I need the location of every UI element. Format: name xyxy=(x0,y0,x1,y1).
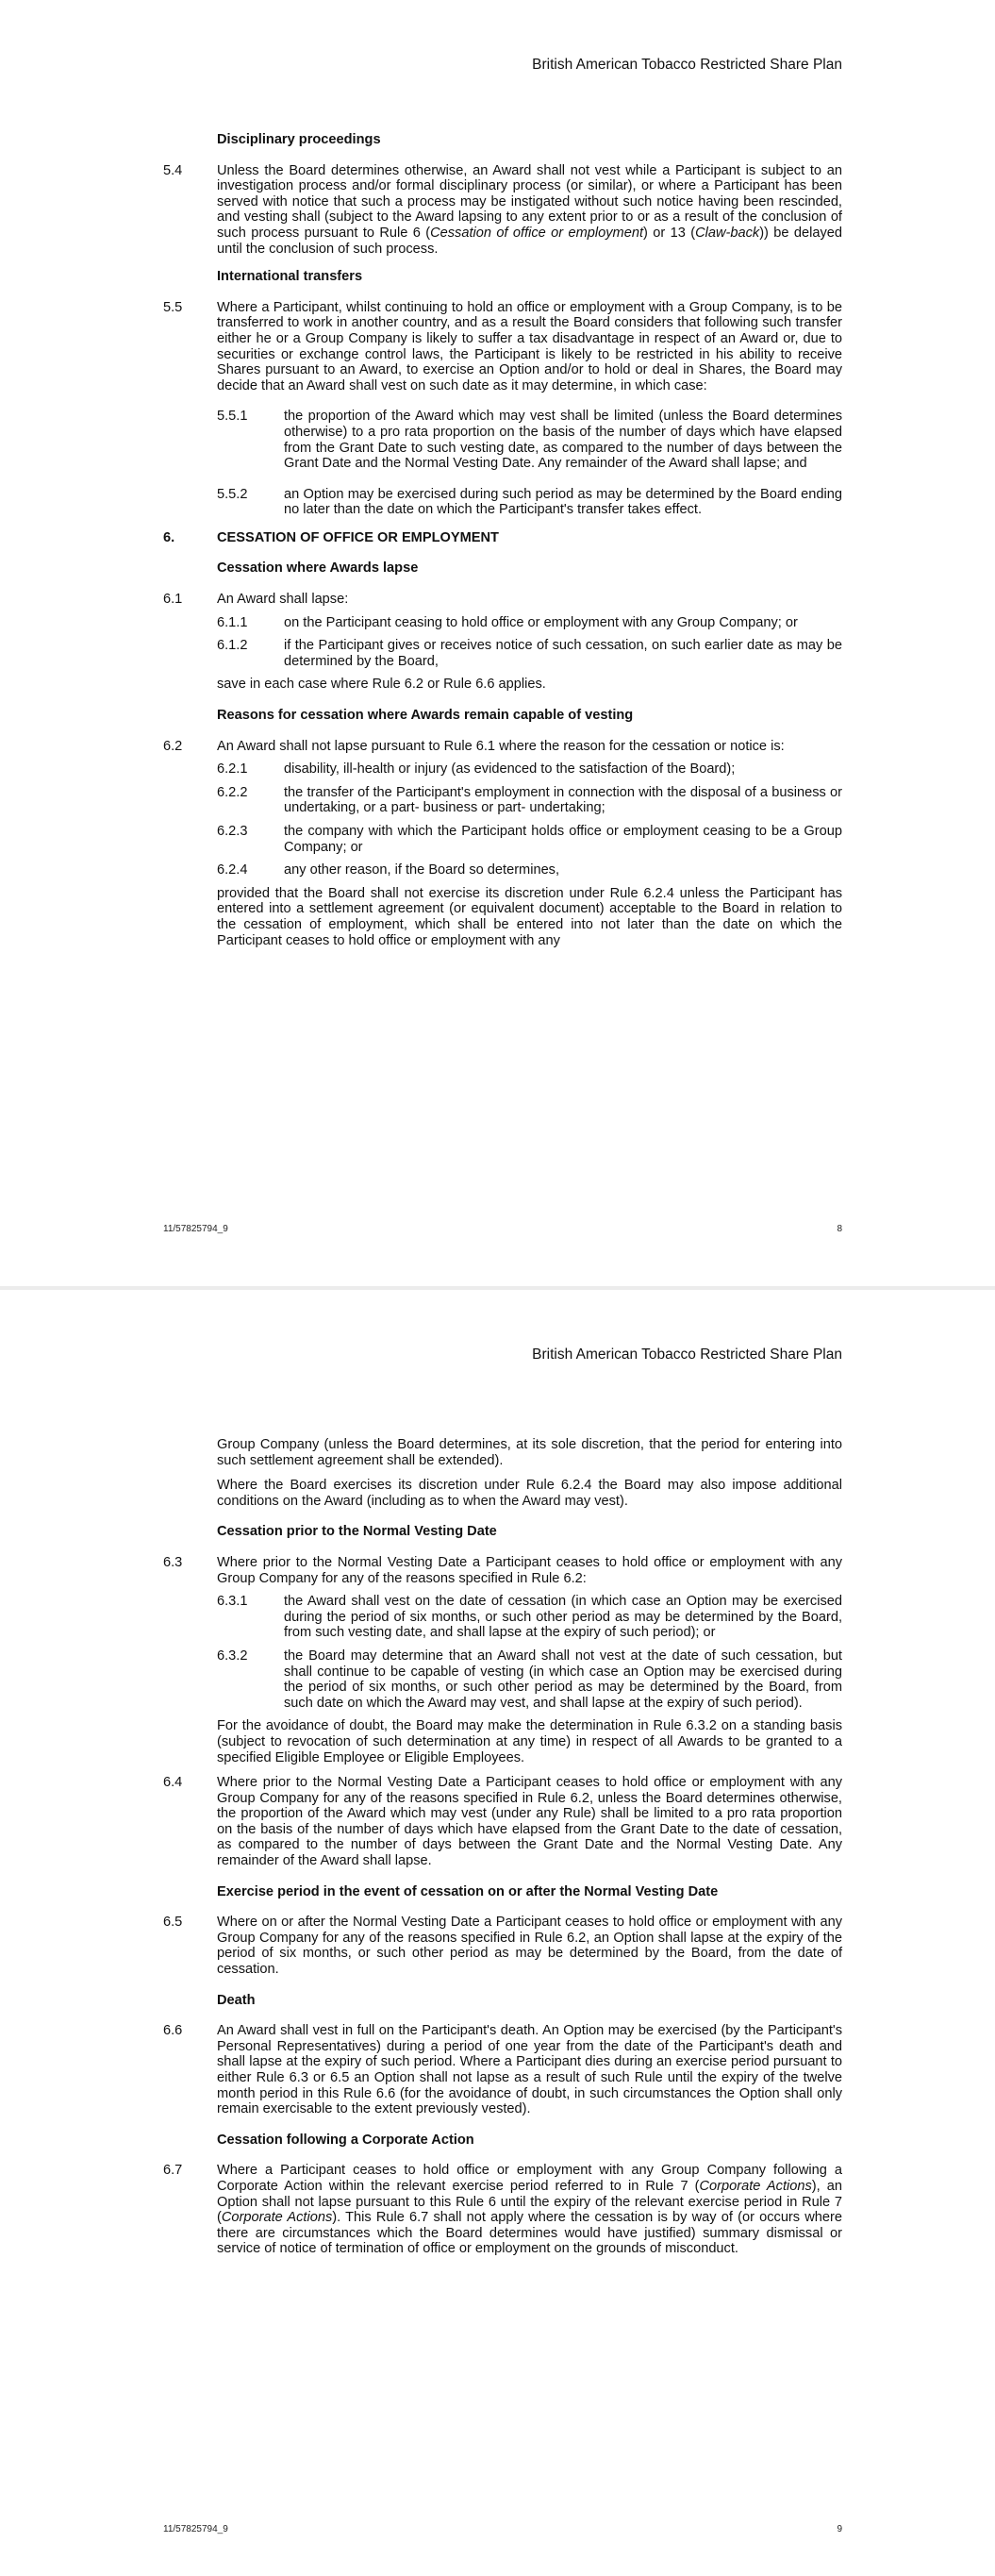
rule-number: 5.5 xyxy=(163,299,183,315)
rule-text: on the Participant ceasing to hold office or employment with any Group Company; or xyxy=(284,614,798,630)
rule-number: 6.2 xyxy=(163,738,183,754)
rule-text: Where prior to the Normal Vesting Date a Participant ceases to hold office or employment with any Group Company for any of the reasons specified in Rule 6.2: xyxy=(217,1554,842,1586)
section-heading: Exercise period in the event of cessation on or after the Normal Vesting Date xyxy=(217,1883,719,1899)
rule-5-5-1 xyxy=(163,409,842,471)
rule-number: 6.1.1 xyxy=(217,614,248,630)
rule-6-2-1 xyxy=(163,761,842,778)
rule-text: any other reason, if the Board so determines, xyxy=(284,862,560,878)
rule-6-1-proviso: save in each case where Rule 6.2 or Rule 6.6 applies. xyxy=(217,677,546,693)
rule-6-3-1 xyxy=(163,1594,842,1641)
rule-text: disability, ill-health or injury (as evidenced to the satisfaction of the Board); xyxy=(284,761,736,778)
section-title: CESSATION OF OFFICE OR EMPLOYMENT xyxy=(217,529,499,545)
rule-text: the Award shall vest on the date of cessation (in which case an Option may be exercised during the period of six months, or such other period as may be determined by the Board, from such vesting date, and shall lapse at the expiry of such period); or xyxy=(284,1594,842,1641)
rule-number: 6.4 xyxy=(163,1775,183,1791)
rule-text: Where prior to the Normal Vesting Date a Participant ceases to hold office or employment with any Group Company for any of the reasons specified in Rule 6.2, unless the Board determines otherwise, the proportion of the Award which may vest (under any Rule) shall be limited to a pro rata proportion on the basis of the number of days which have elapsed from the Grant Date to the date of cessation, as compared to the number of days between the Grant Date and the Normal Vesting Date. Any remainder of the Award shall lapse. xyxy=(217,1775,842,1869)
rule-6-3 xyxy=(163,1555,842,1586)
rule-6-7 xyxy=(163,2163,842,2257)
section-6-heading xyxy=(163,530,842,546)
rule-text: Where a Participant ceases to hold office or employment with any Group Company following a Corporate Action within the relevant exercise period referred to in Rule 7 (Corporate Actions), an Option shall not lapse pursuant to this Rule 6 until the expiry of the relevant exercise period in Rule 7 (Corporate Actions). This Rule 6.7 shall not apply where the cessation is by way of (or occurs where there are circumstances which the Board determines would have justified) summary dismissal or service of notice of termination of office or employment on the grounds of misconduct. xyxy=(217,2163,843,2257)
rule-text: if the Participant gives or receives notice of such cessation, on such earlier date as may be determined by the Board, xyxy=(284,638,842,669)
rule-number: 6.2.2 xyxy=(217,784,248,800)
rule-6-4 xyxy=(163,1775,842,1869)
rule-6-1 xyxy=(163,592,842,608)
rule-6-2-2 xyxy=(163,785,842,816)
section-number: 6. xyxy=(163,529,175,545)
section-heading: Disciplinary proceedings xyxy=(217,132,381,147)
section-heading: Cessation following a Corporate Action xyxy=(217,2132,474,2148)
rule-text: an Option may be exercised during such period as may be determined by the Board ending no later than the date on which the Participant's transfer takes effect. xyxy=(284,486,842,518)
discretion-paragraph: Where the Board exercises its discretion under Rule 6.2.4 the Board may also impose additional conditions on the Award (including as to when the Award may vest). xyxy=(217,1478,842,1509)
rule-6-3-note: For the avoidance of doubt, the Board may make the determination in Rule 6.3.2 on a standing basis (subject to revocation of such determination at any time) in respect of all Awards to be granted to a specified Eligible Employee or Eligible Employees. xyxy=(217,1718,842,1765)
section-heading: Cessation prior to the Normal Vesting Date xyxy=(217,1524,497,1540)
rule-number: 6.6 xyxy=(163,2023,183,2039)
rule-text: Where a Participant, whilst continuing to hold an office or employment with a Group Company, is to be transferred to work in another country, and as a result the Board considers that following such transfer either he or a Group Company is likely to suffer a tax disadvantage in respect of an Award or, due to securities or exchange control laws, the Participant is likely to be restricted in his ability to receive Shares pursuant to an Award, to exercise an Option and/or to hold or deal in Shares, the Board may decide that an Award shall vest on such date as it may determine, in which case: xyxy=(217,299,842,393)
rule-6-5 xyxy=(163,1915,842,1977)
page-number: 9 xyxy=(837,2524,842,2534)
rule-text: the proportion of the Award which may vest shall be limited (unless the Board determines otherwise) to a pro rata proportion on the basis of the number of days which have elapsed from the Grant Date to such vesting date, as compared to the number of days between the Grant Date and the Normal Vesting Date. Any remainder of the Award shall lapse; and xyxy=(284,409,842,472)
rule-6-2-3 xyxy=(163,824,842,855)
rule-6-2 xyxy=(163,739,842,755)
rule-5-5 xyxy=(163,300,842,394)
rule-number: 6.1 xyxy=(163,592,183,608)
continued-paragraph: Group Company (unless the Board determines, at its sole discretion, that the period for entering into such settlement agreement shall be extended). xyxy=(217,1437,842,1468)
rule-6-3-2 xyxy=(163,1648,842,1711)
rule-number: 5.5.1 xyxy=(217,409,248,425)
document-page-8 xyxy=(0,0,995,1286)
document-reference: 11/57825794_9 xyxy=(163,1224,228,1234)
running-header: British American Tobacco Restricted Share Plan xyxy=(532,1347,842,1363)
rule-number: 6.2.3 xyxy=(217,824,248,839)
rule-5-5-2 xyxy=(163,487,842,518)
running-header: British American Tobacco Restricted Share Plan xyxy=(532,57,842,73)
page-body xyxy=(163,132,842,958)
rule-number: 6.5 xyxy=(163,1915,183,1931)
rule-text: Where on or after the Normal Vesting Date a Participant ceases to hold office or employment with any Group Company for any of the reasons specified in Rule 6.2, an Option shall lapse at the expiry of the period of six months, or such other period as may be determined by the Board, from the date of cessation. xyxy=(217,1915,842,1978)
section-heading: Cessation where Awards lapse xyxy=(217,560,419,577)
document-page-9 xyxy=(0,1290,995,2576)
page-number: 8 xyxy=(837,1224,842,1234)
document-reference: 11/57825794_9 xyxy=(163,2524,228,2534)
section-heading: International transfers xyxy=(217,269,363,285)
rule-text: An Award shall lapse: xyxy=(217,592,349,608)
rule-number: 6.1.2 xyxy=(217,638,248,654)
rule-text: Unless the Board determines otherwise, an Award shall not vest while a Participant is subject to an investigation process and/or formal disciplinary process (or similar), or where a Participant has been served with notice that such a process may be instigated without such notice having been rescinded, and vesting shall (subject to the Award lapsing to any extent prior to or as a result of the conclusion of such process pursuant to Rule 6 (Cessation of office or employment) or 13 (Claw-back)) be delayed until the conclusion of such process. xyxy=(217,162,843,257)
rule-text: the company with which the Participant holds office or employment ceasing to be a Group Company; or xyxy=(284,824,842,855)
rule-6-2-proviso: provided that the Board shall not exercise its discretion under Rule 6.2.4 unless the Participant has entered into a settlement agreement (or equivalent document) acceptable to the Board in relation to the cessation of employment, which shall be entered into not later than the date on which the Participant ceases to hold office or employment with any xyxy=(217,885,842,948)
rule-number: 6.2.4 xyxy=(217,862,248,878)
rule-number: 6.2.1 xyxy=(217,761,248,778)
rule-6-1-2 xyxy=(163,638,842,669)
rule-6-1-1 xyxy=(163,615,842,631)
section-heading: Reasons for cessation where Awards remain capable of vesting xyxy=(217,708,634,724)
rule-number: 6.3.2 xyxy=(217,1648,248,1664)
rule-text: the transfer of the Participant's employment in connection with the disposal of a business or undertaking, or a part- business or part- undertaking; xyxy=(284,784,842,816)
rule-number: 6.7 xyxy=(163,2163,183,2179)
rule-text: the Board may determine that an Award shall not vest at the date of such cessation, but shall continue to be capable of vesting (in which case an Option may be exercised during the period of six months, or such other period as may be determined by the Board, from such date on which the Award may vest, and shall lapse at the expiry of such period). xyxy=(284,1648,842,1711)
rule-number: 5.5.2 xyxy=(217,486,248,502)
rule-text: An Award shall not lapse pursuant to Rule 6.1 where the reason for the cessation or notice is: xyxy=(217,738,785,754)
rule-text: An Award shall vest in full on the Participant's death. An Option may be exercised (by the Participant's Personal Representatives) during a period of one year from the date of the Participant's death and shall lapse at the expiry of such period. Where a Participant dies during an exercise period pursuant to either Rule 6.3 or 6.5 an Option shall not lapse as a result of such Rule until the expiry of the twelve month period in this Rule 6.6 (for the avoidance of doubt, in such circumstances the Option shall only remain exercisable to the extent previously vested). xyxy=(217,2023,842,2117)
rule-6-6 xyxy=(163,2023,842,2117)
rule-5-4 xyxy=(163,163,842,258)
rule-number: 6.3.1 xyxy=(217,1594,248,1610)
rule-number: 6.3 xyxy=(163,1554,183,1570)
section-heading: Death xyxy=(217,1992,256,2008)
rule-6-2-4 xyxy=(163,862,842,878)
page-body xyxy=(163,1437,842,2269)
rule-number: 5.4 xyxy=(163,162,183,178)
